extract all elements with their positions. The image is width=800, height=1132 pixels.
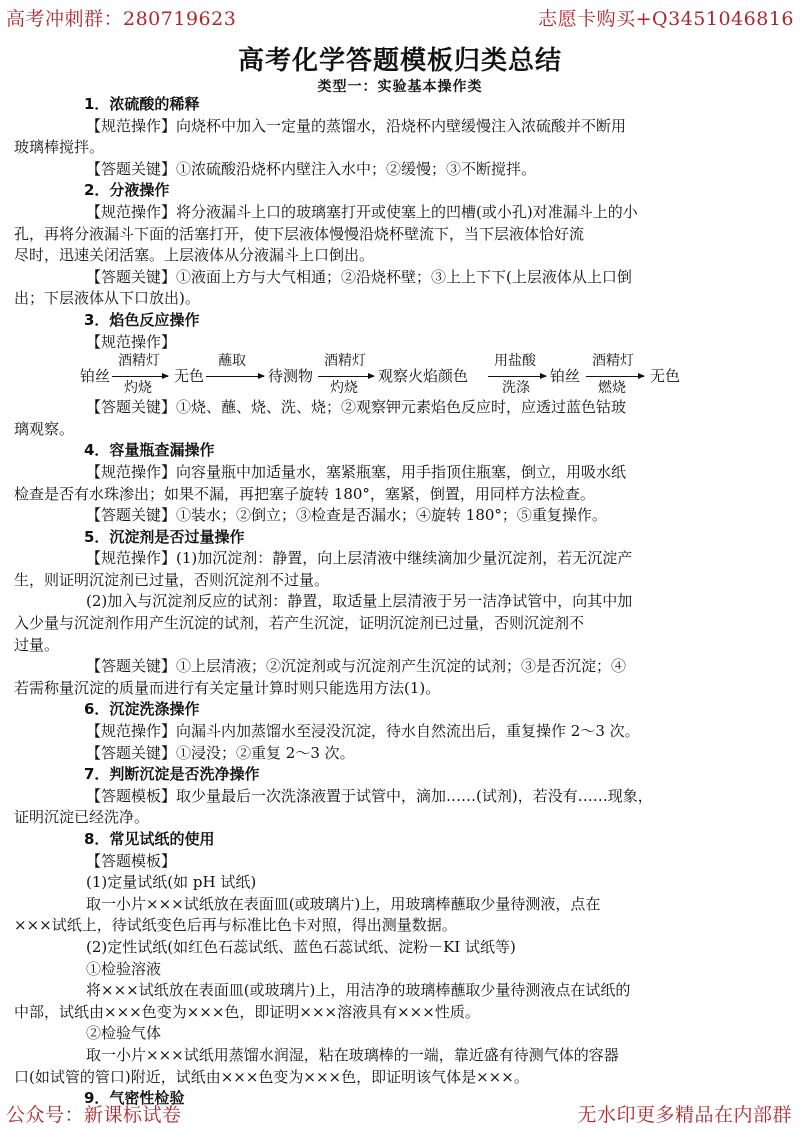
text-line: 【规范操作】向烧杯中加入一定量的蒸馏水，沿烧杯内壁缓慢注入浓硫酸并不断用: [86, 116, 627, 135]
arrow-right-icon: [488, 376, 546, 377]
text-line: 【规范操作】向容量瓶中加适量水，塞紧瓶塞，用手指顶住瓶塞，倒立，用吸水纸: [86, 462, 627, 481]
flow-node: 铂丝: [80, 367, 111, 386]
section-heading: 2．分液操作: [84, 181, 170, 200]
text-line: (2)定性试纸(如红色石蕊试纸、蓝色石蕊试纸、淀粉－KI 试纸等): [86, 937, 516, 956]
text-line: (2)加入与沉淀剂反应的试剂：静置，取适量上层清液于另一洁净试管中，向其中加: [86, 592, 633, 611]
flow-arrow-label: 酒精灯: [324, 353, 366, 370]
text-line: 【规范操作】将分液漏斗上口的玻璃塞打开或使塞上的凹槽(或小孔)对准漏斗上的小: [86, 202, 638, 221]
promo-public-account: 公众号：新课标试卷: [6, 1104, 182, 1126]
text-line: 孔，再将分液漏斗下面的活塞打开，使下层液体慢慢沿烧杯壁流下，当下层液体恰好流: [14, 224, 585, 243]
promo-qq-group: 高考冲刺群：280719623: [6, 8, 237, 30]
text-line: 【答题关键】①浓硫酸沿烧杯内壁注入水中；②缓慢；③不断搅拌。: [86, 159, 537, 178]
section-heading: 3．焰色反应操作: [84, 310, 200, 329]
text-line: (1)定量试纸(如 pH 试纸): [86, 873, 257, 892]
flow-arrow-label: 酒精灯: [118, 353, 160, 370]
flow-node: 无色: [650, 367, 681, 386]
text-line: 入少量与沉淀剂作用产生沉淀的试剂，若产生沉淀，证明沉淀剂已过量，否则沉淀剂不: [14, 614, 585, 633]
text-line: 检查是否有水珠渗出；如果不漏，再把塞子旋转 180°，塞紧，倒置，用同样方法检查。: [14, 484, 595, 503]
section-heading: 8．常见试纸的使用: [84, 830, 215, 848]
section-heading: 5．沉淀剂是否过量操作: [84, 527, 245, 546]
flow-arrow-label: 燃烧: [598, 380, 626, 397]
text-line: 【答题关键】①液面上方与大气相通；②沿烧杯壁；③上上下下(上层液体从上口倒: [86, 267, 632, 286]
text-line: 中部，试纸由×××色变为×××色，即证明×××溶液具有×××性质。: [14, 1002, 480, 1021]
promo-watermark-note: 无水印更多精品在内部群: [577, 1104, 792, 1126]
text-line: 【规范操作】(1)加沉淀剂：静置，向上层清液中继续滴加少量沉淀剂，若无沉淀产: [86, 549, 633, 568]
text-line: 口(如试管的管口)附近，试纸由×××色变为×××色，即证明该气体是×××。: [14, 1067, 529, 1086]
flow-arrow-label: 蘸取: [218, 353, 246, 370]
flame-test-flow-diagram: [72, 353, 762, 397]
text-line: 玻璃棒搅拌。: [14, 138, 105, 157]
flow-arrow-label: 用盐酸: [494, 353, 536, 370]
text-line: 证明沉淀已经洗净。: [14, 808, 150, 827]
text-line: ①检验溶液: [86, 959, 162, 978]
text-line: 生，则证明沉淀剂已过量，否则沉淀剂不过量。: [14, 570, 330, 589]
promo-card-purchase: 志愿卡购买+Q3451046816: [538, 8, 794, 30]
arrow-right-icon: [318, 376, 374, 377]
text-line: ×××试纸上，待试纸变色后再与标准比色卡对照，得出测量数据。: [14, 916, 457, 935]
flow-node: 无色: [174, 367, 205, 386]
text-line: 【规范操作】向漏斗内加蒸馏水至浸没沉淀，待水自然流出后，重复操作 2～3 次。: [86, 722, 640, 741]
text-line: ②检验气体: [86, 1024, 162, 1043]
flow-node: 铂丝: [550, 367, 581, 386]
text-line: 【答题模板】: [86, 851, 177, 870]
section-heading: 6．沉淀洗涤操作: [84, 700, 200, 719]
section-heading: 7．判断沉淀是否洗净操作: [84, 765, 260, 784]
text-line: 取一小片×××试纸放在表面皿(或玻璃片)上，用玻璃棒蘸取少量待测液，点在: [86, 894, 601, 913]
page-subtitle: 类型一：实验基本操作类: [317, 79, 483, 95]
page-title: 高考化学答题模板归类总结: [237, 46, 562, 76]
text-line: 取一小片×××试纸用蒸馏水润湿，粘在玻璃棒的一端，靠近盛有待测气体的容器: [86, 1045, 619, 1064]
arrow-right-icon: [206, 376, 264, 377]
text-line: 璃观察。: [14, 419, 75, 438]
document-body: [14, 94, 762, 1110]
text-line: 【规范操作】: [86, 332, 177, 351]
text-line: 出；下层液体从下口放出)。: [14, 289, 200, 308]
arrow-right-icon: [586, 376, 644, 377]
flow-arrow-label: 酒精灯: [592, 353, 634, 370]
text-line: 【答题关键】①浸没；②重复 2～3 次。: [86, 743, 355, 762]
text-line: 将×××试纸放在表面皿(或玻璃片)上，用洁净的玻璃棒蘸取少量待测液点在试纸的: [86, 981, 631, 1000]
text-line: 过量。: [14, 635, 60, 654]
section-heading: 4．容量瓶查漏操作: [84, 441, 215, 460]
text-line: 【答题关键】①装水；②倒立；③检查是否漏水；④旋转 180°；⑤重复操作。: [86, 506, 607, 525]
text-line: 若需称量沉淀的质量而进行有关定量计算时则只能选用方法(1)。: [14, 678, 441, 697]
text-line: 【答题模板】取少量最后一次洗涤液置于试管中，滴加……(试剂)，若没有……现象，: [86, 786, 653, 805]
flow-arrow-label: 灼烧: [330, 380, 358, 397]
flow-node: 待测物: [268, 367, 314, 386]
arrow-right-icon: [112, 376, 168, 377]
text-line: 【答题关键】①烧、蘸、烧、洗、烧；②观察钾元素焰色反应时，应透过蓝色钴玻: [86, 398, 627, 417]
section-heading: 9．气密性检验: [84, 1089, 185, 1108]
flow-arrow-label: 灼烧: [124, 380, 152, 397]
text-line: 【答题关键】①上层清液；②沉淀剂或与沉淀剂产生沉淀的试剂；③是否沉淀；④: [86, 657, 627, 676]
flow-node: 观察火焰颜色: [378, 367, 469, 386]
section-heading: 1．浓硫酸的稀释: [84, 95, 200, 113]
text-line: 尽时，迅速关闭活塞。上层液体从分液漏斗上口倒出。: [14, 246, 375, 265]
flow-arrow-label: 洗涤: [502, 380, 530, 397]
